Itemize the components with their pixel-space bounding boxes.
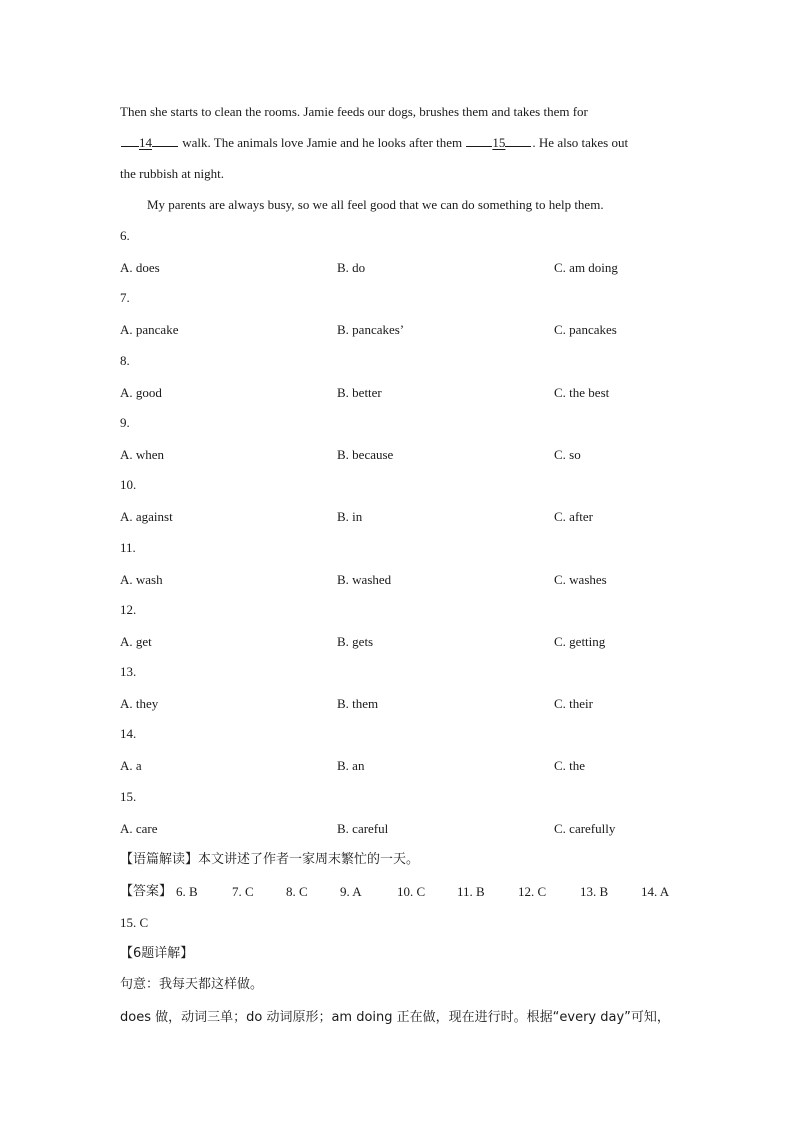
blank-gap [121,135,139,147]
option-b[interactable]: B. an [337,758,365,773]
answer-item: 11. B [457,884,485,899]
option-b[interactable]: B. because [337,447,394,462]
option-a[interactable]: A. a [120,758,142,773]
answer-item: 13. B [580,884,609,899]
question-number: 7. [120,290,130,305]
blank-14 [120,135,179,151]
passage-line-2 [120,135,628,151]
question-number: 8. [120,353,130,368]
answer-label: 【答案】 [120,884,173,899]
answer-item: 8. C [286,884,308,899]
option-b[interactable]: B. washed [337,572,392,587]
question-number: 15. [120,789,137,804]
option-c[interactable]: C. their [554,696,593,711]
option-a[interactable]: A. against [120,509,173,524]
option-c[interactable]: C. so [554,447,581,462]
question-number: 10. [120,477,137,492]
option-a[interactable]: A. they [120,696,159,711]
question-number: 14. [120,726,137,741]
question-number: 13. [120,664,137,679]
passage-line-4: My parents are always busy, so we all feel good that we can do something to help them. [147,197,604,212]
option-a[interactable]: A. does [120,260,160,275]
blank-15 [465,135,532,151]
option-a[interactable]: A. good [120,385,162,400]
option-b[interactable]: B. them [337,696,379,711]
option-a[interactable]: A. care [120,821,158,836]
question-number: 9. [120,415,130,430]
section-text: 本文讲述了作者一家周末繁忙的一天。 [198,852,420,867]
reading-interpretation [120,852,419,868]
option-b[interactable]: B. gets [337,634,374,649]
blank-number: 14 [139,135,152,150]
option-c[interactable]: C. washes [554,572,607,587]
option-b[interactable]: B. in [337,509,363,524]
answer-item: 9. A [340,884,362,899]
option-a[interactable]: A. pancake [120,322,179,337]
blank-gap [152,135,178,147]
option-b[interactable]: B. pancakes’ [337,322,405,337]
blank-gap [505,135,531,147]
blank-number: 15 [492,135,506,150]
option-c[interactable]: C. getting [554,634,606,649]
answer-row-wrap: 15. C [120,915,149,930]
option-c[interactable]: C. after [554,509,593,524]
passage-text: . He also takes out [532,135,629,150]
explanation-text: does 做，动词三单；do 动词原形；am doing 正在做，现在进行时。根据“every day”可知， [120,1010,670,1025]
answer-item: 7. C [232,884,254,899]
option-c[interactable]: C. the [554,758,586,773]
sentence-meaning: 句意：我每天都这样做。 [120,977,264,992]
answer-item: 12. C [518,884,547,899]
detail-heading: 【6题详解】 [120,946,194,961]
option-c[interactable]: C. carefully [554,821,616,836]
option-c[interactable]: C. pancakes [554,322,617,337]
question-number: 11. [120,540,136,555]
option-b[interactable]: B. careful [337,821,389,836]
section-label: 【语篇解读】 [120,852,199,867]
option-b[interactable]: B. do [337,260,366,275]
answer-item: 10. C [397,884,426,899]
option-a[interactable]: A. get [120,634,152,649]
question-number: 12. [120,602,137,617]
blank-gap [466,135,492,147]
option-c[interactable]: C. am doing [554,260,618,275]
answer-item: 14. A [641,884,670,899]
option-b[interactable]: B. better [337,385,382,400]
answer-item: 6. B [176,884,198,899]
option-c[interactable]: C. the best [554,385,610,400]
option-a[interactable]: A. when [120,447,165,462]
passage-text: walk. The animals love Jamie and he looks after them [179,135,466,150]
option-a[interactable]: A. wash [120,572,163,587]
passage-line-1: Then she starts to clean the rooms. Jamie feeds our dogs, brushes them and takes them for [120,104,588,119]
passage-line-3: the rubbish at night. [120,166,224,181]
question-number: 6. [120,228,130,243]
